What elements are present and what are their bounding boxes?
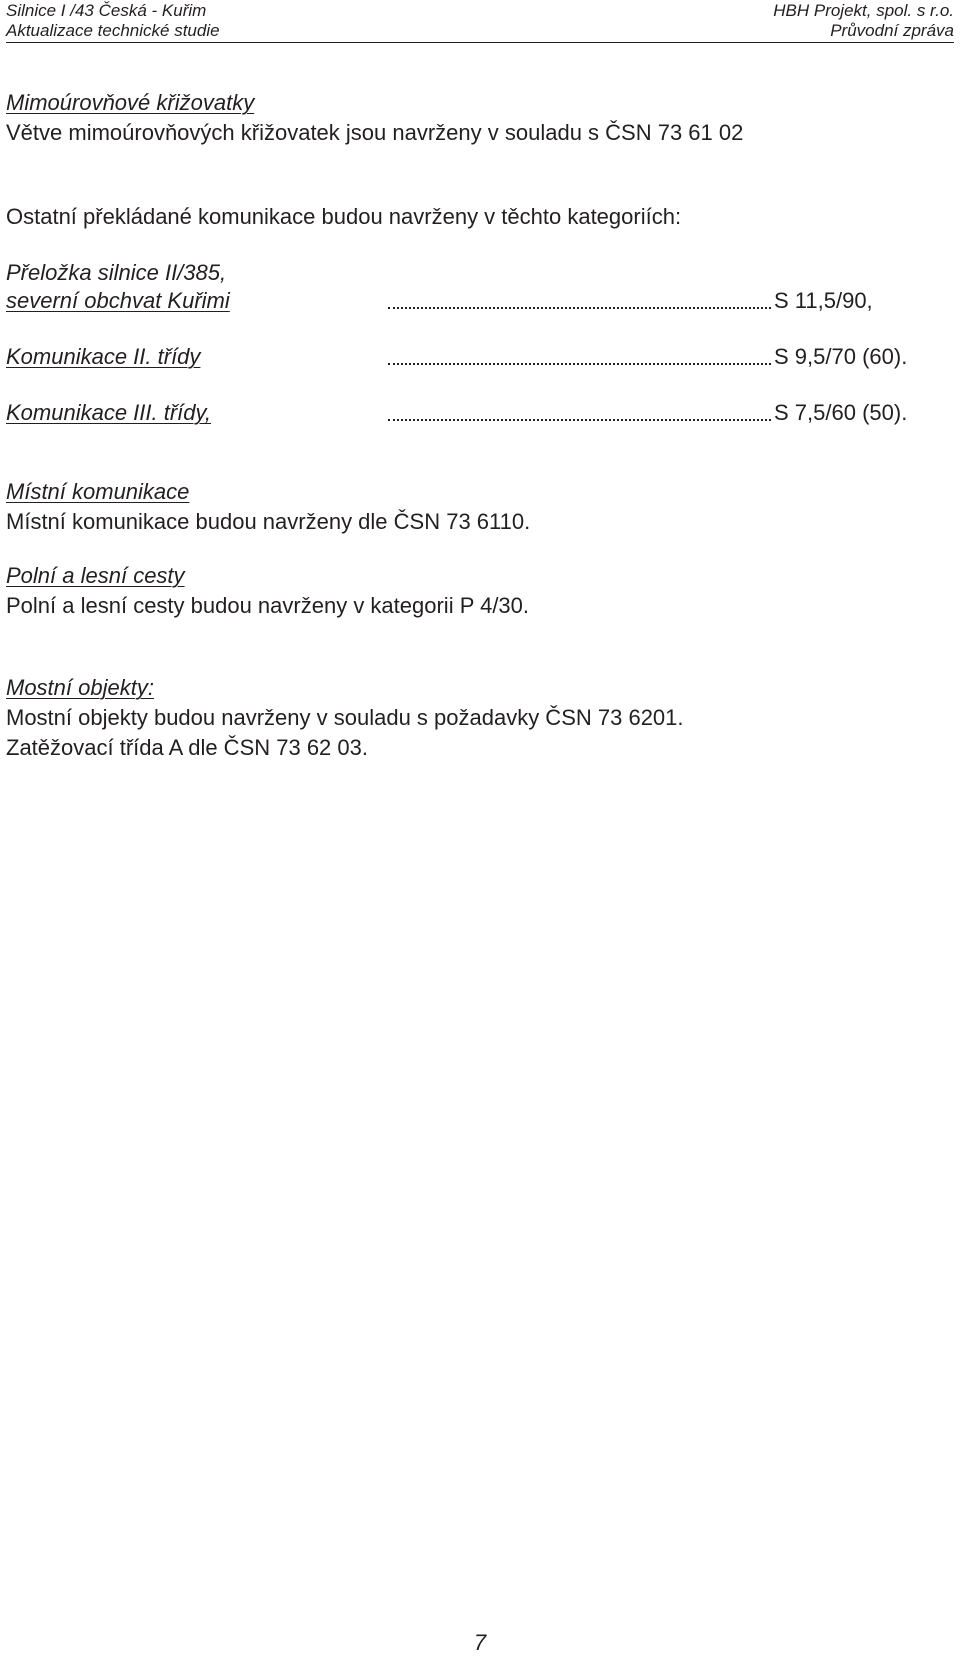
leader-dots — [388, 363, 771, 365]
page-number: 7 — [473, 1630, 487, 1655]
road-item-1-value: S 11,5/90, — [774, 288, 873, 313]
section-local-roads — [6, 477, 530, 537]
page-header — [6, 0, 954, 43]
road-item-1-label-line2: severní obchvat Kuřimi — [6, 288, 230, 313]
road-item-3-label: Komunikace III. třídy, — [6, 400, 212, 425]
other-roads-intro: Ostatní překládané komunikace budou navrženy v těchto kategoriích: — [6, 204, 682, 229]
road-item-3-value: S 7,5/60 (50). — [774, 400, 908, 425]
header-company: HBH Projekt, spol. s r.o. — [773, 1, 954, 20]
road-item-2 — [6, 342, 954, 372]
road-item-3 — [6, 398, 954, 428]
bridges-text-line1: Mostní objekty budou navrženy v souladu s požadavky ČSN 73 6201. — [6, 705, 684, 730]
bridges-text-line2: Zatěžovací třída A dle ČSN 73 62 03. — [6, 735, 368, 760]
local-roads-text: Místní komunikace budou navrženy dle ČSN 73 6110. — [6, 509, 531, 534]
header-document-type: Aktualizace technické studie — [6, 21, 220, 40]
leader-dots — [388, 419, 771, 421]
header-project-title: Silnice I /43 Česká - Kuřim — [6, 1, 207, 20]
road-item-1 — [6, 286, 954, 316]
road-item-2-label: Komunikace II. třídy — [6, 344, 201, 369]
header-report-title: Průvodní zpráva — [830, 21, 954, 40]
local-roads-heading: Místní komunikace — [6, 479, 190, 504]
bridges-heading: Mostní objekty: — [6, 675, 154, 700]
interchanges-heading: Mimoúrovňové křižovatky — [6, 90, 255, 115]
road-item-1-label-line1: Přeložka silnice II/385, — [6, 260, 227, 285]
section-bridges — [6, 673, 684, 763]
field-roads-heading: Polní a lesní cesty — [6, 563, 185, 588]
road-item-2-value: S 9,5/70 (60). — [774, 344, 908, 369]
section-field-roads — [6, 561, 529, 621]
leader-dots — [388, 307, 771, 309]
section-interchanges — [6, 88, 743, 148]
interchanges-text: Větve mimoúrovňových křižovatek jsou navrženy v souladu s ČSN 73 61 02 — [6, 120, 744, 145]
field-roads-text: Polní a lesní cesty budou navrženy v kategorii P 4/30. — [6, 593, 530, 618]
